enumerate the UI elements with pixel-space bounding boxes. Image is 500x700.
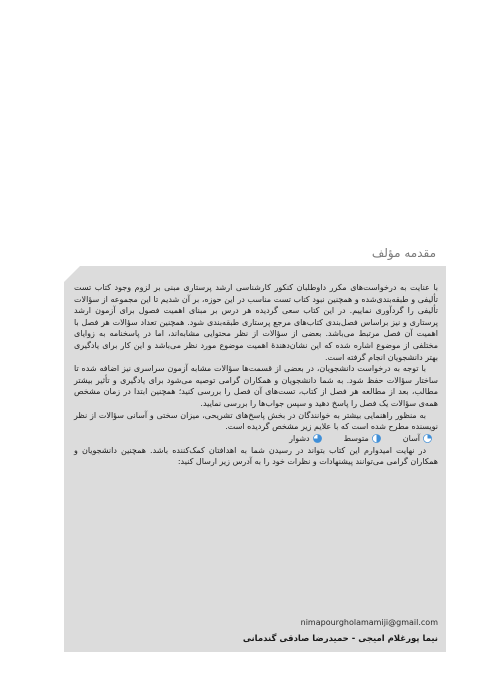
half-circle-icon xyxy=(372,434,381,443)
quarter-circle-icon xyxy=(423,434,432,443)
legend-easy-label: آسان xyxy=(402,433,420,443)
legend-medium-label: متوسط xyxy=(343,433,369,443)
preface-text xyxy=(74,282,438,468)
panel-corner-notch xyxy=(64,266,80,282)
legend-hard xyxy=(289,433,321,445)
legend-easy xyxy=(403,433,432,445)
paragraph-difficulty: به منظور راهنمایی بیشتر به خوانندگان در بخش پاسخ‌های تشریحی، میزان سختی و آسانی سؤالات از نظر نویسنده مطرح شده است که با علایم زیر مشخص گردیده است. xyxy=(74,410,438,432)
paragraph-intro: با عنایت به درخواست‌های مکرر داوطلبان کنکور کارشناسی ارشد پرستاری مبنی بر لزوم وجود کتاب تست تألیفی و طبقه‌بندی‌شده و همچنین نبود کتاب تست مناسب در این حوزه، بر آن شدیم تا این مجموعه از سؤالات تألیفی را گردآوری نماییم. در این کتاب سعی گردیده هر درس بر مبنای اهمیت فصول برای آزمون ارشد پرستاری و نیز براساس فصل‌بندی کتاب‌های مرجع پرستاری طبقه‌بندی شود. همچنین تعداد سؤالات هر فصل با اهمیت آن فصل مرتبط می‌باشد. بعضی از سؤالات از نظر محتوایی مشابه‌اند، اما در پاسخنامه به زوایای مختلفی از موضوع اشاره شده که این نشان‌دهندهٔ اهمیت موضوع مورد نظر می‌باشد و این کار برای یادگیری بهتر دانشجویان انجام گرفته است. xyxy=(74,283,438,362)
contact-email: nimapourgholamamiji@gmail.com xyxy=(300,618,438,627)
author-signature: نیما پورغلام امیجی - حمیدرضا صادقی گندمانی xyxy=(242,634,438,644)
difficulty-legend xyxy=(74,433,438,445)
paragraph-closing: در نهایت امیدوارم این کتاب بتواند در رسیدن شما به اهدافتان کمک‌کننده باشد. همچنین دانشجویان و همکاران گرامی می‌توانند پیشنهادات و نظرات خود را به آدرس زیر ارسال کنید: xyxy=(74,445,438,467)
legend-hard-label: دشوار xyxy=(289,433,310,443)
page-title: مقدمه مؤلف xyxy=(371,246,436,260)
paragraph-advice: با توجه به درخواست دانشجویان، در بعضی از قسمت‌ها سؤالات مشابه آزمون سراسری نیز اضافه شده تا ساختار سؤالات حفظ شود. به شما دانشجویان و همکاران گرامی توصیه می‌شود برای یادگیری و تأثیر بیشتر مطالب، بعد از مطالعه هر فصل از کتاب، تست‌های آن فصل را بررسی کنید؛ همچنین ابتدا در زمان مشخص همه‌ی سؤالات یک فصل را پاسخ دهید و سپس جواب‌ها را بررسی نمایید. xyxy=(74,364,438,408)
legend-medium xyxy=(344,433,381,445)
three-quarter-circle-icon xyxy=(313,434,322,443)
